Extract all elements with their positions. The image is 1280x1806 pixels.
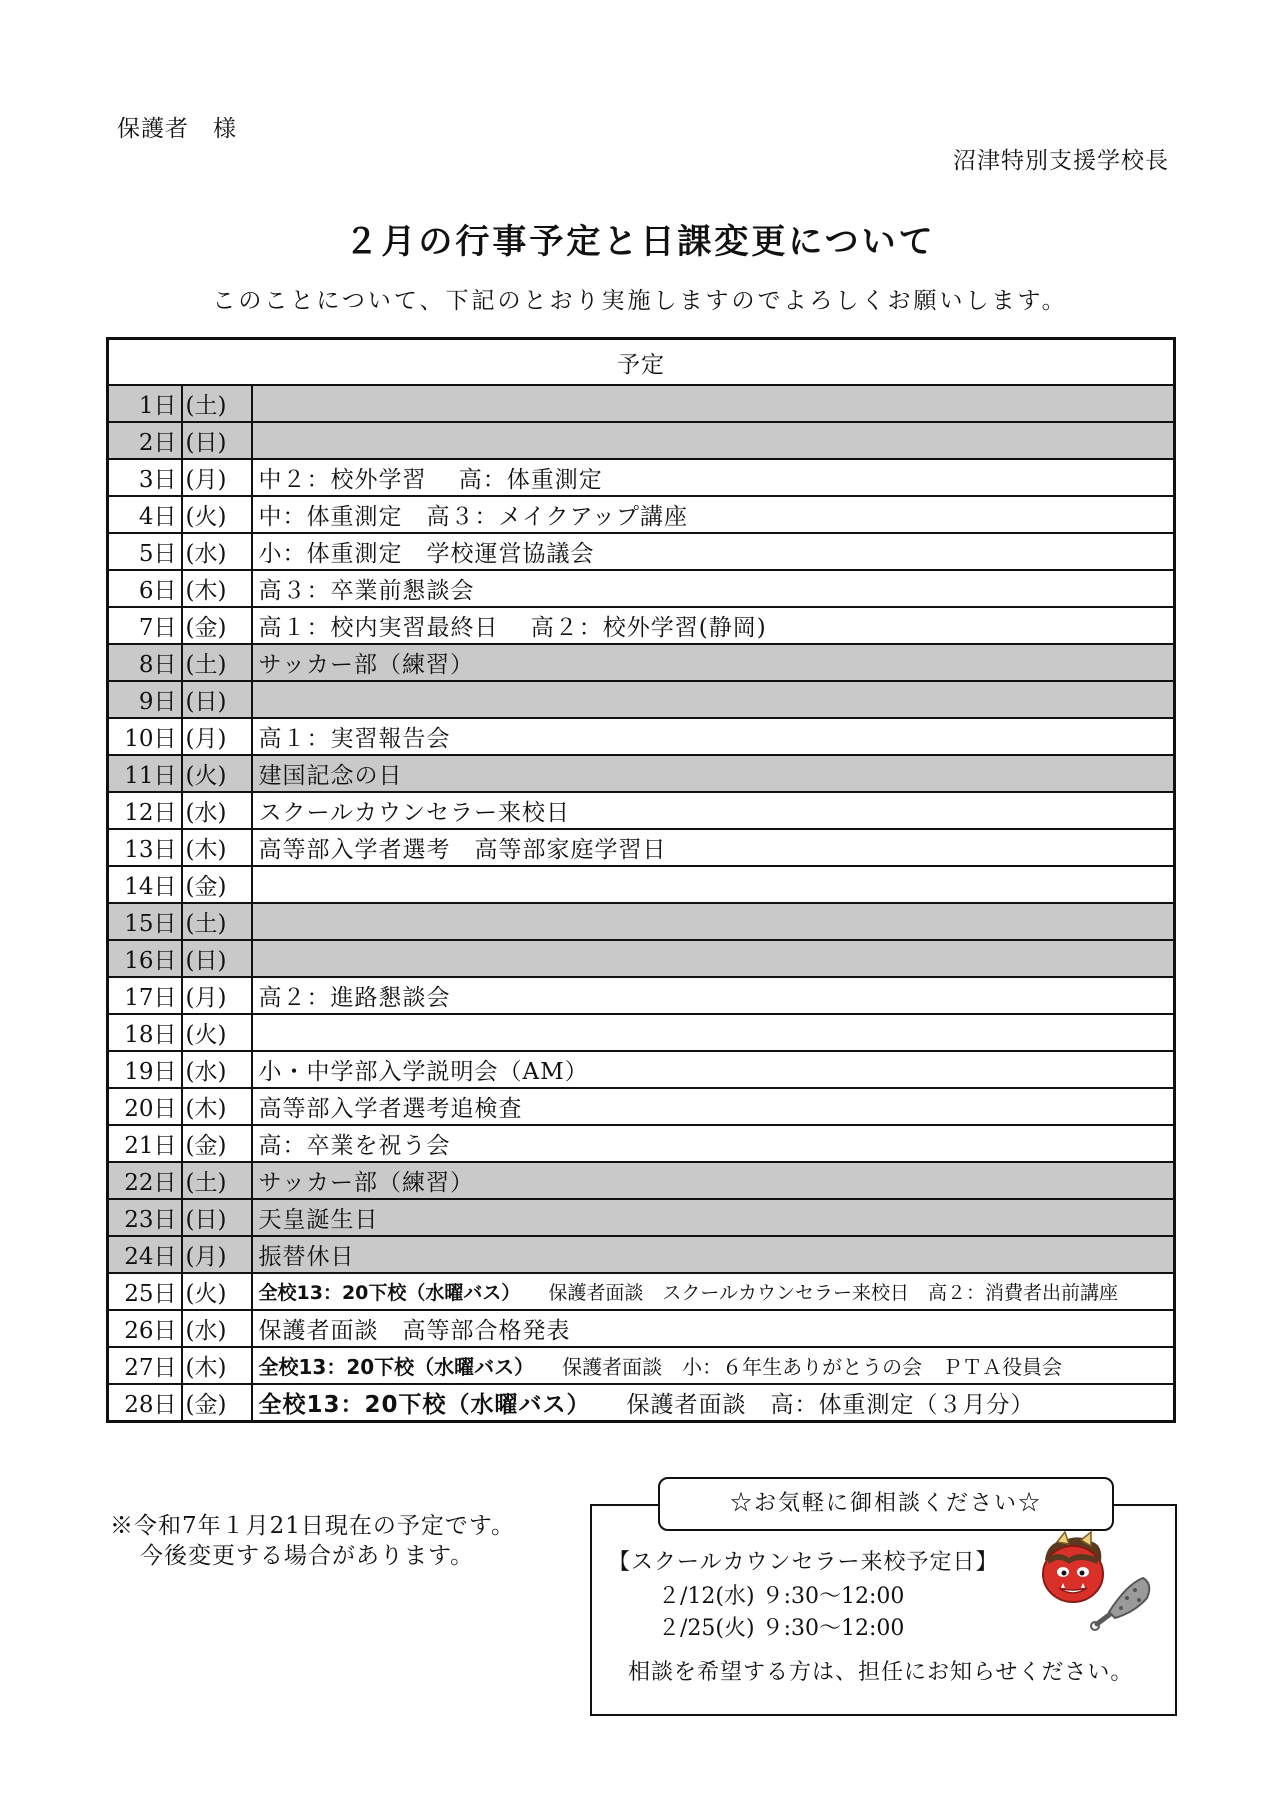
schedule-row bbox=[108, 866, 1175, 903]
weekday-cell: (土) bbox=[182, 903, 252, 940]
schedule-row bbox=[108, 1162, 1175, 1199]
note-line-2: 今後変更する場合があります。 bbox=[140, 1543, 475, 1569]
day-cell: 9日 bbox=[108, 681, 182, 718]
schedule-row bbox=[108, 1125, 1175, 1162]
weekday-cell: (月) bbox=[182, 977, 252, 1014]
day-cell: 22日 bbox=[108, 1162, 182, 1199]
day-cell: 24日 bbox=[108, 1236, 182, 1273]
note-line-1: ※令和7年１月21日現在の予定です。 bbox=[110, 1513, 516, 1539]
event-cell bbox=[252, 829, 1175, 866]
schedule-table bbox=[106, 337, 1176, 1423]
dismissal-notice: 全校13：20下校（水曜バス） bbox=[258, 1355, 535, 1379]
event-cell bbox=[252, 903, 1175, 940]
event-text: 高１：実習報告会 bbox=[258, 726, 451, 752]
event-cell bbox=[252, 1014, 1175, 1051]
event-cell bbox=[252, 1236, 1175, 1273]
schedule-row bbox=[108, 496, 1175, 533]
schedule-row bbox=[108, 459, 1175, 496]
day-cell: 1日 bbox=[108, 385, 182, 422]
weekday-cell: (土) bbox=[182, 385, 252, 422]
weekday-cell: (火) bbox=[182, 496, 252, 533]
schedule-row bbox=[108, 1384, 1175, 1422]
event-text: サッカー部（練習） bbox=[258, 1170, 475, 1196]
sender-principal: 沼津特別支援学校長 bbox=[953, 148, 1169, 174]
weekday-cell: (火) bbox=[182, 1273, 252, 1310]
schedule-row bbox=[108, 607, 1175, 644]
event-cell bbox=[252, 1125, 1175, 1162]
event-text: スクールカウンセラー来校日 bbox=[258, 800, 571, 826]
day-cell: 13日 bbox=[108, 829, 182, 866]
weekday-cell: (金) bbox=[182, 607, 252, 644]
day-cell: 25日 bbox=[108, 1273, 182, 1310]
day-cell: 8日 bbox=[108, 644, 182, 681]
day-cell: 6日 bbox=[108, 570, 182, 607]
schedule-row bbox=[108, 792, 1175, 829]
day-cell: 7日 bbox=[108, 607, 182, 644]
schedule-header-row bbox=[108, 339, 1175, 386]
schedule-row bbox=[108, 385, 1175, 422]
oni-head bbox=[1043, 1532, 1103, 1602]
event-cell bbox=[252, 681, 1175, 718]
event-text: サッカー部（練習） bbox=[258, 652, 475, 678]
event-cell bbox=[252, 1088, 1175, 1125]
weekday-cell: (金) bbox=[182, 1384, 252, 1422]
event-cell bbox=[252, 792, 1175, 829]
day-cell: 18日 bbox=[108, 1014, 182, 1051]
event-text: 高３：卒業前懇談会 bbox=[258, 578, 475, 604]
event-text: 保護者面談 スクールカウンセラー来校日 高２：消費者出前講座 bbox=[548, 1282, 1119, 1304]
schedule-row bbox=[108, 1236, 1175, 1273]
event-cell bbox=[252, 1199, 1175, 1236]
day-cell: 3日 bbox=[108, 459, 182, 496]
page-title: ２月の行事予定と日課変更について bbox=[344, 222, 936, 262]
event-text: 高等部入学者選考 高等部家庭学習日 bbox=[258, 837, 667, 863]
event-text: 保護者面談 高等部合格発表 bbox=[258, 1318, 571, 1344]
weekday-cell: (月) bbox=[182, 1236, 252, 1273]
event-cell bbox=[252, 977, 1175, 1014]
event-text: 高１：校内実習最終日 高２：校外学習(静岡) bbox=[258, 615, 767, 641]
event-cell bbox=[252, 385, 1175, 422]
day-cell: 2日 bbox=[108, 422, 182, 459]
info-box-title: ☆お気軽に御相談ください☆ bbox=[658, 1477, 1114, 1531]
day-cell: 20日 bbox=[108, 1088, 182, 1125]
schedule-row bbox=[108, 681, 1175, 718]
schedule-row bbox=[108, 718, 1175, 755]
schedule-body bbox=[108, 385, 1175, 1422]
weekday-cell: (木) bbox=[182, 829, 252, 866]
schedule-row bbox=[108, 1014, 1175, 1051]
day-cell: 5日 bbox=[108, 533, 182, 570]
weekday-cell: (日) bbox=[182, 422, 252, 459]
event-cell bbox=[252, 533, 1175, 570]
event-cell bbox=[252, 1162, 1175, 1199]
weekday-cell: (日) bbox=[182, 681, 252, 718]
weekday-cell: (木) bbox=[182, 570, 252, 607]
event-cell bbox=[252, 1384, 1175, 1422]
event-cell bbox=[252, 1051, 1175, 1088]
event-text: 振替休日 bbox=[258, 1244, 355, 1270]
schedule-row bbox=[108, 977, 1175, 1014]
counselor-schedule-heading: 【スクールカウンセラー来校予定日】 bbox=[608, 1550, 999, 1575]
event-text: 中２：校外学習 高：体重測定 bbox=[258, 467, 603, 493]
schedule-row bbox=[108, 1199, 1175, 1236]
weekday-cell: (土) bbox=[182, 1162, 252, 1199]
weekday-cell: (土) bbox=[182, 644, 252, 681]
dismissal-notice: 全校13：20下校（水曜バス） bbox=[258, 1282, 521, 1304]
event-cell bbox=[252, 607, 1175, 644]
weekday-cell: (金) bbox=[182, 866, 252, 903]
day-cell: 19日 bbox=[108, 1051, 182, 1088]
weekday-cell: (日) bbox=[182, 1199, 252, 1236]
event-cell bbox=[252, 570, 1175, 607]
weekday-cell: (木) bbox=[182, 1347, 252, 1384]
day-cell: 10日 bbox=[108, 718, 182, 755]
event-text: 高：卒業を祝う会 bbox=[258, 1133, 451, 1159]
day-cell: 15日 bbox=[108, 903, 182, 940]
event-cell bbox=[252, 496, 1175, 533]
schedule-row bbox=[108, 422, 1175, 459]
schedule-row bbox=[108, 644, 1175, 681]
schedule-header: 予定 bbox=[108, 339, 1175, 386]
schedule-row bbox=[108, 903, 1175, 940]
schedule-row bbox=[108, 1088, 1175, 1125]
event-text: 保護者面談 高：体重測定（３月分） bbox=[626, 1392, 1035, 1418]
schedule-note bbox=[110, 1511, 515, 1571]
counselor-visit-1: ２/12(水) ９:30～12:00 bbox=[658, 1584, 905, 1609]
schedule-row bbox=[108, 1310, 1175, 1347]
weekday-cell: (水) bbox=[182, 533, 252, 570]
schedule-row bbox=[108, 940, 1175, 977]
weekday-cell: (金) bbox=[182, 1125, 252, 1162]
day-cell: 17日 bbox=[108, 977, 182, 1014]
day-cell: 4日 bbox=[108, 496, 182, 533]
day-cell: 16日 bbox=[108, 940, 182, 977]
event-cell bbox=[252, 459, 1175, 496]
event-cell bbox=[252, 755, 1175, 792]
weekday-cell: (水) bbox=[182, 792, 252, 829]
schedule-row bbox=[108, 755, 1175, 792]
event-text: 高２：進路懇談会 bbox=[258, 985, 451, 1011]
schedule-row bbox=[108, 1347, 1175, 1384]
weekday-cell: (木) bbox=[182, 1088, 252, 1125]
event-cell bbox=[252, 1273, 1175, 1310]
event-cell bbox=[252, 644, 1175, 681]
event-text: 建国記念の日 bbox=[258, 763, 403, 789]
day-cell: 26日 bbox=[108, 1310, 182, 1347]
schedule-row bbox=[108, 1051, 1175, 1088]
day-cell: 23日 bbox=[108, 1199, 182, 1236]
day-cell: 12日 bbox=[108, 792, 182, 829]
intro-text: このことについて、下記のとおり実施しますのでよろしくお願いします。 bbox=[212, 288, 1068, 314]
day-cell: 28日 bbox=[108, 1384, 182, 1422]
schedule-row bbox=[108, 829, 1175, 866]
event-cell bbox=[252, 718, 1175, 755]
event-text: 天皇誕生日 bbox=[258, 1207, 379, 1233]
day-cell: 21日 bbox=[108, 1125, 182, 1162]
weekday-cell: (月) bbox=[182, 459, 252, 496]
consult-instruction: 相談を希望する方は、担任にお知らせください。 bbox=[628, 1660, 1134, 1685]
event-text: 保護者面談 小：６年生ありがとうの会 ＰＴＡ役員会 bbox=[562, 1355, 1063, 1379]
day-cell: 27日 bbox=[108, 1347, 182, 1384]
event-cell bbox=[252, 1310, 1175, 1347]
event-text: 中：体重測定 高３：メイクアップ講座 bbox=[258, 504, 688, 530]
event-text: 小：体重測定 学校運営協議会 bbox=[258, 541, 595, 567]
weekday-cell: (火) bbox=[182, 755, 252, 792]
weekday-cell: (水) bbox=[182, 1310, 252, 1347]
dismissal-notice: 全校13：20下校（水曜バス） bbox=[258, 1392, 591, 1418]
weekday-cell: (火) bbox=[182, 1014, 252, 1051]
event-text: 小・中学部入学説明会（AM） bbox=[258, 1059, 589, 1085]
addressee: 保護者 様 bbox=[117, 116, 237, 142]
event-cell bbox=[252, 1347, 1175, 1384]
event-text: 高等部入学者選考追検査 bbox=[258, 1096, 523, 1122]
day-cell: 11日 bbox=[108, 755, 182, 792]
counselor-visit-2: ２/25(火) ９:30～12:00 bbox=[658, 1616, 905, 1641]
day-cell: 14日 bbox=[108, 866, 182, 903]
event-cell bbox=[252, 866, 1175, 903]
schedule-row bbox=[108, 1273, 1175, 1310]
weekday-cell: (水) bbox=[182, 1051, 252, 1088]
oni-illustration bbox=[1035, 1528, 1153, 1638]
schedule-row bbox=[108, 570, 1175, 607]
event-cell bbox=[252, 422, 1175, 459]
weekday-cell: (月) bbox=[182, 718, 252, 755]
event-cell bbox=[252, 940, 1175, 977]
schedule-row bbox=[108, 533, 1175, 570]
weekday-cell: (日) bbox=[182, 940, 252, 977]
